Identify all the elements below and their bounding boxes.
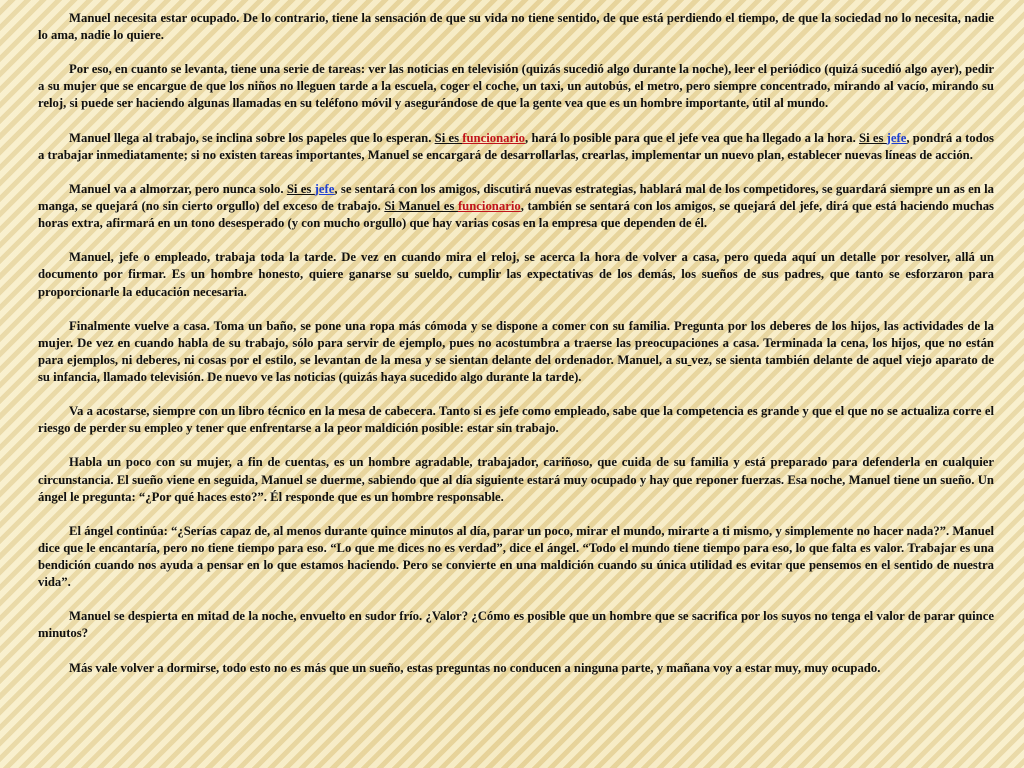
link-word-funcionario[interactable]: funcionario (462, 130, 526, 145)
paragraph-3 (38, 130, 994, 164)
link-prefix: Si Manuel es (384, 199, 458, 214)
paragraph-4 (38, 181, 994, 232)
paragraph-3-text-b: , hará lo posible para que el jefe vea que ha llegado a la hora. (525, 130, 860, 145)
paragraph-4-text-c: , también se sentará con los amigos, se quejará del jefe, dirá que está haciendo muchas horas extra, afirmará en un tono desesperado (y con mucho orgullo) que hay varias cosas en la empresa que dependen de él. (38, 199, 994, 231)
paragraph-8: Habla un poco con su mujer, a fin de cuentas, es un hombre agradable, trabajador, cariñoso, que cuida de su familia y está preparado para defenderla en cualquier circunstancia. El sueño viene en seguida, Manuel se duerme, sabiendo que al día siguiente estará muy ocupado y hay que reponer fuerzas. Esa noche, Manuel tiene un sueño. Un ángel le pregunta: “¿Por qué haces esto?”. Él responde que es un hombre responsable. (38, 455, 994, 504)
paragraph-5: Manuel, jefe o empleado, trabaja toda la tarde. De vez en cuando mira el reloj, se acerca la hora de volver a casa, pero queda aquí un detalle por resolver, allá un documento por firmar. Es un hombre honesto, quiere ganarse su sueldo, cumplir las expectativas de los demás, los sueños de sus padres, que tanto se esforzaron para proporcionarle la educación necesaria. (38, 250, 994, 299)
link-si-manuel-es-funcionario[interactable] (384, 199, 520, 213)
paragraph-10: Manuel se despierta en mitad de la noche, envuelto en sudor frío. ¿Valor? ¿Cómo es posible que un hombre que se sacrifica por los suyos no tenga el valor de parar quince minutos? (38, 609, 994, 641)
link-word-jefe[interactable]: jefe (886, 130, 907, 145)
paragraph-11: Más vale volver a dormirse, todo esto no es más que un sueño, estas preguntas no conducen a ninguna parte, y mañana voy a estar muy, muy ocupado. (69, 660, 881, 675)
paragraph-3-text-c: , pondrá a todos a trabajar inmediatamente; si no existen tareas importantes, Manuel se encargará de desarrollarlas, crearlas, implementar un nuevo plan, establecer nuevas líneas de acción. (38, 130, 994, 162)
link-word-funcionario[interactable]: funcionario (457, 199, 521, 214)
link-prefix: Si es (286, 181, 315, 196)
paragraph-1: Manuel necesita estar ocupado. De lo contrario, tiene la sensación de que su vida no tiene sentido, de que está perdiendo el tiempo, de que la sociedad no lo necesita, nadie lo ama, nadie lo quiere. (38, 11, 994, 43)
link-word-jefe[interactable]: jefe (314, 181, 335, 196)
link-prefix: Si es (859, 130, 887, 145)
paragraph-6-text-c: vez, se sienta también delante de aquel viejo aparato de su infancia, llamado televisión. De nuevo ve las noticias (quizás haya sucedido algo durante la tarde). (38, 352, 994, 384)
link-prefix: Si es (434, 130, 463, 145)
story-text-body (38, 10, 994, 677)
paragraph-6 (38, 318, 994, 386)
link-si-es-jefe[interactable] (859, 131, 906, 145)
paragraph-6-text-a: Finalmente vuelve a casa. Toma un baño, se pone una ropa más cómoda y se dispone a comer con su familia. Pregunta por los deberes de los hijos, las actividades de la mujer. De vez en cuando habla de su trabajo, sólo para servir de ejemplo, pues no acostumbra a traerse las preocupaciones a casa. Terminada la cena, los hijos, que no están para ejemplos, ni deberes, ni cosas por el estilo, se levantan de la mesa y se sientan delante del ordenador. Manuel, a su (38, 318, 994, 367)
paragraph-4-text-b: , se sentará con los amigos, discutirá nuevas estrategias, hablará mal de los competidores, se guardará siempre un as en la manga, se quejará (no sin cierto orgullo) del exceso de trabajo. (38, 181, 994, 214)
paragraph-4-text-a: Manuel va a almorzar, pero nunca solo. (69, 181, 287, 196)
paragraph-7: Va a acostarse, siempre con un libro técnico en la mesa de cabecera. Tanto si es jefe como empleado, sabe que la competencia es grande y que el que no se actualiza corre el riesgo de perder su empleo y tener que enfrentarse a la peor maldición posible: estar sin trabajo. (38, 404, 994, 436)
paragraph-9: El ángel continúa: “¿Serías capaz de, al menos durante quince minutos al día, parar un poco, mirar el mundo, mirarte a ti mismo, y simplemente no hacer nada?”. Manuel dice que le encantaría, pero no tiene tiempo para eso. “Lo que me dices no es verdad”, dice el ángel. “Todo el mundo tiene tiempo para eso, lo que falta es valor. Trabajar es una bendición cuando nos ayuda a pensar en lo que estamos haciendo. Pero se convierte en una maldición cuando su única utilidad es evitar que pensemos en el sentido de nuestra vida”. (38, 523, 994, 590)
link-si-es-jefe[interactable] (287, 182, 335, 196)
link-si-es-funcionario[interactable] (435, 131, 525, 145)
paragraph-3-text-a: Manuel llega al trabajo, se inclina sobre los papeles que lo esperan. (69, 130, 435, 145)
paragraph-2: Por eso, en cuanto se levanta, tiene una serie de tareas: ver las noticias en televisión (quizás sucedió algo durante la noche), leer el periódico (quizá sucedió algo ayer), pedir a su mujer que se encargue de que los niños no lleguen tarde a la escuela, coger el coche, un taxi, un autobús, el metro, pero siempre concentrado, mirando al vacío, mirando su reloj, si puede ser haciendo algunas llamadas en su teléfono móvil y asegurándose de que la gente vea que es un hombre importante, útil al mundo. (38, 62, 994, 111)
